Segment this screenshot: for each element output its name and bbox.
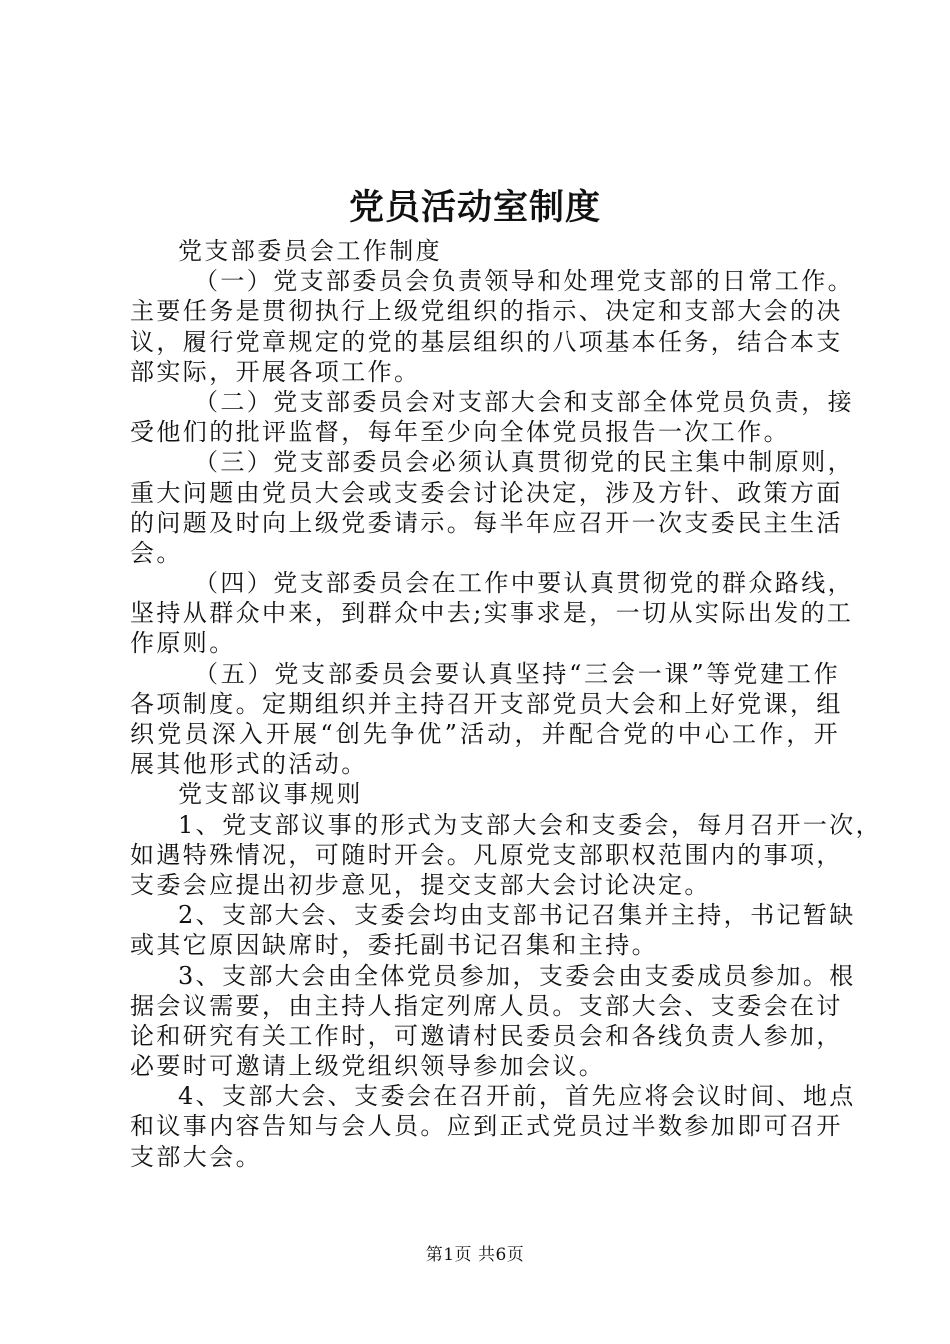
paragraph-line: （五）党支部委员会要认真坚持“三会一课”等党建工作	[194, 659, 840, 688]
paragraph-line: 会。	[130, 538, 183, 567]
paragraph-line: （三）党支部委员会必须认真贯彻党的民主集中制原则，	[194, 448, 854, 477]
paragraph-line: 1、党支部议事的形式为支部大会和支委会，每月召开一次，	[178, 810, 883, 839]
paragraph-line: 4、支部大会、支委会在召开前，首先应将会议时间、地点	[178, 1082, 856, 1111]
paragraph-line: 作原则。	[130, 629, 236, 658]
document-body	[130, 236, 883, 1172]
document-title: 党员活动室制度	[348, 187, 601, 228]
paragraph-line: （四）党支部委员会在工作中要认真贯彻党的群众路线，	[194, 569, 854, 598]
paragraph-line: 支部大会。	[130, 1142, 262, 1171]
paragraph-line: 的问题及时向上级党委请示。每半年应召开一次支委民主生活	[130, 508, 843, 537]
page-footer: 第1页 共6页	[425, 1245, 525, 1265]
paragraph-line: 展其他形式的活动。	[130, 750, 368, 779]
paragraph-line: 2、支部大会、支委会均由支部书记召集并主持，书记暂缺	[178, 901, 856, 930]
paragraph-line: 主要任务是贯彻执行上级党组织的指示、决定和支部大会的决	[130, 297, 843, 326]
paragraph-line: 部实际，开展各项工作。	[130, 357, 421, 386]
paragraph-line: 坚持从群众中来，到群众中去;实事求是，一切从实际出发的工	[130, 599, 854, 628]
paragraph-line: 或其它原因缺席时，委托副书记召集和主持。	[130, 931, 658, 960]
paragraph-line: 织党员深入开展“创先争优”活动，并配合党的中心工作，开	[130, 720, 840, 748]
section-heading: 党支部委员会工作制度	[178, 237, 442, 265]
paragraph-line: 必要时可邀请上级党组织领导参加会议。	[130, 1052, 606, 1081]
paragraph-line: 支委会应提出初步意见，提交支部大会讨论决定。	[130, 870, 711, 899]
paragraph-line: 议，履行党章规定的党的基层组织的八项基本任务，结合本支	[130, 327, 843, 356]
paragraph-line: 如遇特殊情况，可随时开会。凡原党支部职权范围内的事项，	[130, 840, 843, 869]
paragraph-line: 据会议需要，由主持人指定列席人员。支部大会、支委会在讨	[130, 991, 843, 1020]
paragraph-line: 和议事内容告知与会人员。应到正式党员过半数参加即可召开	[130, 1112, 843, 1141]
paragraph-line: （二）党支部委员会对支部大会和支部全体党员负责，接	[194, 387, 854, 416]
paragraph-line: 3、支部大会由全体党员参加，支委会由支委成员参加。根	[178, 961, 856, 990]
section-heading: 党支部议事规则	[178, 780, 363, 809]
paragraph-line: 重大问题由党员大会或支委会讨论决定，涉及方针、政策方面	[130, 478, 843, 507]
paragraph-line: 论和研究有关工作时，可邀请村民委员会和各线负责人参加，	[130, 1021, 843, 1050]
paragraph-line: （一）党支部委员会负责领导和处理党支部的日常工作。	[194, 267, 854, 296]
paragraph-line: 各项制度。定期组织并主持召开支部党员大会和上好党课，组	[130, 689, 843, 718]
paragraph-line: 受他们的批评监督，每年至少向全体党员报告一次工作。	[130, 418, 790, 447]
